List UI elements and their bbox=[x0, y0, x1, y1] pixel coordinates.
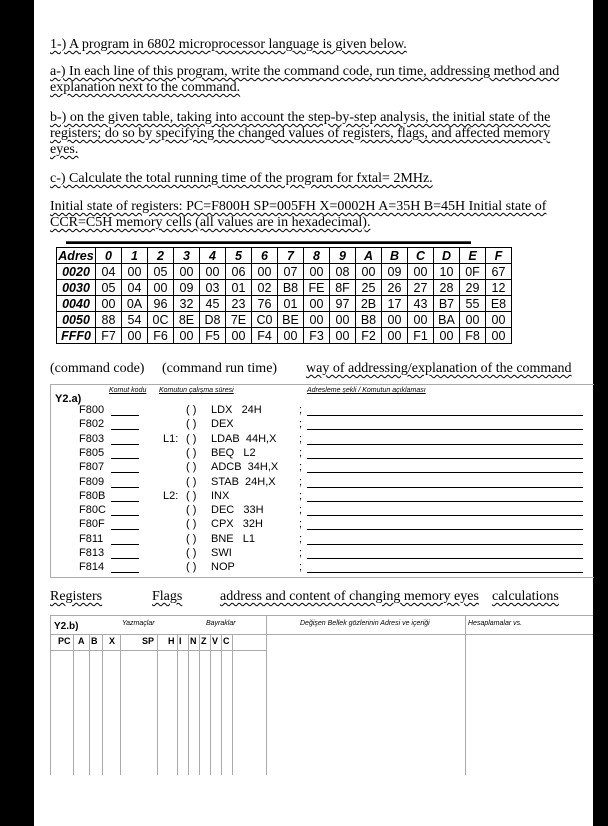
memory-col-header: 9 bbox=[330, 248, 356, 264]
memory-cell: BE bbox=[278, 312, 304, 328]
caption-memory: Değişen Bellek gözlerinin Adresi ve içeriği bbox=[300, 620, 430, 627]
memory-cell: 23 bbox=[226, 296, 252, 312]
semicolon: ; bbox=[299, 461, 303, 474]
memory-row bbox=[57, 296, 512, 312]
caption-command-code: Komut kodu bbox=[109, 387, 147, 394]
memory-cell: 07 bbox=[278, 264, 304, 280]
line-address: F800 bbox=[79, 404, 105, 416]
memory-cell: 55 bbox=[460, 296, 486, 312]
memory-cell: 08 bbox=[330, 264, 356, 280]
header-calculations: calculations bbox=[492, 589, 559, 604]
line-address: F80F bbox=[79, 518, 105, 531]
header-changed-memory: address and content of changing memory eyes bbox=[220, 589, 479, 604]
question-part-b: b-) on the given table, taking into account the step-by-step analysis, the initial state of the registers; do so by specifying the changed values of registers, flags, and affected memory eyes. bbox=[50, 110, 551, 157]
memory-cell: 00 bbox=[278, 328, 304, 344]
program-line bbox=[51, 433, 591, 447]
explanation-blank[interactable] bbox=[307, 415, 583, 416]
command-code-blank[interactable] bbox=[111, 572, 139, 573]
flag-column-v: V bbox=[212, 636, 219, 646]
memory-cell: 00 bbox=[252, 264, 278, 280]
memory-row bbox=[57, 312, 512, 328]
semicolon: ; bbox=[299, 518, 303, 531]
memory-cell: 00 bbox=[408, 312, 434, 328]
memory-cell: 00 bbox=[122, 328, 148, 344]
command-code-blank[interactable] bbox=[111, 515, 139, 516]
memory-cell: E8 bbox=[486, 296, 512, 312]
memory-col-header: E bbox=[460, 248, 486, 264]
explanation-blank[interactable] bbox=[307, 444, 583, 445]
semicolon: ; bbox=[299, 475, 303, 488]
instruction-text: ADCB 34H,X bbox=[211, 461, 279, 474]
memory-corner-cell: Adres bbox=[58, 248, 94, 263]
memory-cell: 96 bbox=[148, 296, 174, 312]
run-time-blank[interactable]: ( ) bbox=[186, 404, 197, 416]
line-label: L2: bbox=[163, 489, 179, 502]
explanation-blank[interactable] bbox=[307, 429, 583, 430]
memory-row bbox=[57, 280, 512, 296]
run-time-blank[interactable]: ( ) bbox=[186, 561, 197, 574]
flag-column-z: Z bbox=[201, 636, 207, 646]
memory-cell: 25 bbox=[356, 280, 382, 296]
instruction-text: LDX 24H bbox=[211, 404, 262, 416]
memory-cell: 7E bbox=[226, 312, 252, 328]
memory-col-header: F bbox=[486, 248, 512, 264]
explanation-blank[interactable] bbox=[307, 529, 583, 530]
explanation-blank[interactable] bbox=[307, 501, 583, 502]
register-column-a: A bbox=[78, 636, 85, 646]
memory-col-header: 2 bbox=[148, 248, 174, 264]
memory-row bbox=[57, 264, 512, 280]
memory-cell: 00 bbox=[486, 328, 512, 344]
program-line bbox=[51, 447, 591, 461]
instruction-text: STAB 24H,X bbox=[211, 475, 276, 488]
memory-cell: 67 bbox=[486, 264, 512, 280]
command-code-blank[interactable] bbox=[111, 429, 139, 430]
memory-cell: 00 bbox=[382, 312, 408, 328]
memory-cell: B7 bbox=[434, 296, 460, 312]
document-page bbox=[34, 0, 593, 826]
memory-cell: B8 bbox=[278, 280, 304, 296]
memory-col-header: 0 bbox=[96, 248, 122, 264]
memory-cell: 29 bbox=[460, 280, 486, 296]
memory-col-header: 5 bbox=[226, 248, 252, 264]
memory-cell: 04 bbox=[96, 264, 122, 280]
memory-cell: 10 bbox=[434, 264, 460, 280]
memory-col-header: 3 bbox=[174, 248, 200, 264]
memory-cell: 00 bbox=[304, 296, 330, 312]
instruction-text: CPX 32H bbox=[211, 518, 263, 531]
explanation-blank[interactable] bbox=[307, 515, 583, 516]
header-flags: Flags bbox=[152, 589, 183, 604]
memory-row-address: 0050 bbox=[57, 312, 96, 328]
flag-column-n: N bbox=[190, 636, 197, 646]
run-time-blank[interactable]: ( ) bbox=[186, 461, 197, 474]
question-part-a: a-) In each line of this program, write the command code, run time, addressing method and explanation next to the command. bbox=[50, 64, 560, 95]
memory-cell: F3 bbox=[304, 328, 330, 344]
program-line bbox=[51, 490, 591, 504]
memory-row-address: 0030 bbox=[57, 280, 96, 296]
run-time-blank[interactable]: ( ) bbox=[186, 532, 197, 545]
semicolon: ; bbox=[299, 446, 303, 459]
explanation-blank[interactable] bbox=[307, 458, 583, 459]
caption-registers: Yazmaçlar bbox=[122, 620, 155, 627]
memory-cell: 01 bbox=[278, 296, 304, 312]
memory-cell: 00 bbox=[382, 328, 408, 344]
memory-row-address: 0040 bbox=[57, 296, 96, 312]
instruction-text: DEX bbox=[211, 418, 234, 431]
memory-row-address: FFF0 bbox=[57, 328, 96, 344]
command-code-blank[interactable] bbox=[111, 415, 139, 416]
memory-cell: 00 bbox=[408, 264, 434, 280]
instruction-text: BNE L1 bbox=[211, 532, 256, 545]
instruction-text: NOP bbox=[211, 561, 235, 574]
memory-cell: F4 bbox=[252, 328, 278, 344]
form-b-label: Y2.b) bbox=[54, 621, 79, 632]
memory-cell: 8E bbox=[174, 312, 200, 328]
memory-cell: 00 bbox=[148, 280, 174, 296]
memory-row bbox=[57, 328, 512, 344]
memory-cell: F7 bbox=[96, 328, 122, 344]
memory-cell: 17 bbox=[382, 296, 408, 312]
line-address: F813 bbox=[79, 547, 105, 559]
run-time-blank[interactable]: ( ) bbox=[186, 418, 197, 431]
memory-cell: 0A bbox=[122, 296, 148, 312]
command-code-blank[interactable] bbox=[111, 501, 139, 502]
program-line bbox=[51, 476, 591, 490]
memory-cell: 28 bbox=[434, 280, 460, 296]
memory-cell: 00 bbox=[304, 312, 330, 328]
program-line bbox=[51, 518, 591, 532]
memory-cell: 97 bbox=[330, 296, 356, 312]
memory-cell: 00 bbox=[200, 264, 226, 280]
command-code-blank[interactable] bbox=[111, 558, 139, 559]
memory-col-header: C bbox=[408, 248, 434, 264]
line-address: F807 bbox=[79, 461, 105, 474]
memory-cell: 32 bbox=[174, 296, 200, 312]
memory-cell: 0F bbox=[460, 264, 486, 280]
memory-col-header: 6 bbox=[252, 248, 278, 264]
memory-cell: 27 bbox=[408, 280, 434, 296]
memory-cell: 00 bbox=[356, 264, 382, 280]
semicolon: ; bbox=[299, 404, 303, 416]
flag-column-i: I bbox=[179, 636, 182, 646]
memory-cell: 8F bbox=[330, 280, 356, 296]
line-address: F805 bbox=[79, 446, 105, 459]
memory-cell: 09 bbox=[174, 280, 200, 296]
header-command-time: (command run time) bbox=[162, 361, 278, 376]
memory-cell: 02 bbox=[252, 280, 278, 296]
line-label: L1: bbox=[163, 432, 179, 445]
header-command-code: (command code) bbox=[50, 361, 145, 376]
line-address: F80C bbox=[79, 504, 106, 517]
memory-cell: 76 bbox=[252, 296, 278, 312]
initial-state-text: Initial state of registers: PC=F800H SP=005FH X=0002H A=35H B=45H Initial state of CCR=C5H memory cells (all values are in hexadecimal). bbox=[50, 199, 547, 230]
semicolon: ; bbox=[299, 547, 303, 559]
memory-cell: 00 bbox=[460, 312, 486, 328]
form-a-label: Y2.a) bbox=[55, 393, 82, 405]
memory-cell: 00 bbox=[174, 328, 200, 344]
run-time-blank[interactable]: ( ) bbox=[186, 432, 197, 445]
memory-cell: F1 bbox=[408, 328, 434, 344]
memory-cell: 03 bbox=[200, 280, 226, 296]
program-line bbox=[51, 561, 591, 575]
run-time-blank[interactable]: ( ) bbox=[186, 446, 197, 459]
run-time-blank[interactable]: ( ) bbox=[186, 504, 197, 517]
memory-cell: 00 bbox=[486, 312, 512, 328]
question-part-c: c-) Calculate the total running time of the program for fxtal= 2MHz. bbox=[50, 171, 433, 186]
register-column-b: B bbox=[91, 636, 98, 646]
memory-cell: C0 bbox=[252, 312, 278, 328]
semicolon: ; bbox=[299, 532, 303, 545]
explanation-blank[interactable] bbox=[307, 487, 583, 488]
memory-cell: 12 bbox=[486, 280, 512, 296]
program-line bbox=[51, 504, 591, 518]
memory-cell: 26 bbox=[382, 280, 408, 296]
memory-col-header: D bbox=[434, 248, 460, 264]
memory-cell: 04 bbox=[122, 280, 148, 296]
memory-cell: D8 bbox=[200, 312, 226, 328]
semicolon: ; bbox=[299, 504, 303, 517]
instruction-text: INX bbox=[211, 489, 230, 502]
register-column-pc: PC bbox=[58, 636, 71, 646]
memory-cell: 05 bbox=[148, 264, 174, 280]
line-address: F802 bbox=[79, 418, 105, 431]
program-line bbox=[51, 461, 591, 475]
caption-calculations: Hesaplamalar vs. bbox=[468, 620, 523, 627]
line-address: F803 bbox=[79, 432, 105, 445]
memory-cell: 09 bbox=[382, 264, 408, 280]
instruction-text: BEQ L2 bbox=[211, 446, 256, 459]
semicolon: ; bbox=[299, 418, 303, 431]
memory-cell: 01 bbox=[226, 280, 252, 296]
memory-cell: F6 bbox=[148, 328, 174, 344]
memory-row-address: 0020 bbox=[57, 264, 96, 280]
memory-cell: 00 bbox=[434, 328, 460, 344]
memory-cell: F2 bbox=[356, 328, 382, 344]
program-line bbox=[51, 533, 591, 547]
command-code-blank[interactable] bbox=[111, 529, 139, 530]
memory-cell: 43 bbox=[408, 296, 434, 312]
instruction-text: LDAB 44H,X bbox=[211, 432, 277, 445]
memory-col-header: A bbox=[356, 248, 382, 264]
explanation-blank[interactable] bbox=[307, 558, 583, 559]
register-trace-table bbox=[50, 615, 593, 775]
memory-cell: 2B bbox=[356, 296, 382, 312]
memory-cell: 00 bbox=[226, 328, 252, 344]
memory-col-header: 8 bbox=[304, 248, 330, 264]
line-address: F809 bbox=[79, 475, 105, 488]
memory-cell: 06 bbox=[226, 264, 252, 280]
memory-cell: 05 bbox=[96, 280, 122, 296]
flag-column-h: H bbox=[168, 636, 175, 646]
cropped-caption: ▬▬▬▬▬▬▬▬▬▬▬▬▬▬▬▬▬▬▬▬▬▬▬▬▬▬▬▬▬▬▬▬▬▬▬▬▬▬▬▬▬▬▬▬▬ bbox=[66, 238, 471, 246]
memory-cell: 00 bbox=[330, 328, 356, 344]
register-column-sp: SP bbox=[142, 636, 155, 646]
instruction-text: SWI bbox=[211, 547, 232, 559]
memory-cell: 00 bbox=[122, 264, 148, 280]
question-title: 1-) A program in 6802 microprocessor language is given below. bbox=[50, 37, 407, 52]
run-time-blank[interactable]: ( ) bbox=[186, 547, 197, 559]
explanation-blank[interactable] bbox=[307, 572, 583, 573]
command-code-blank[interactable] bbox=[111, 487, 139, 488]
memory-header-row bbox=[57, 248, 512, 264]
memory-cell: F8 bbox=[460, 328, 486, 344]
memory-cell: FE bbox=[304, 280, 330, 296]
semicolon: ; bbox=[299, 561, 303, 574]
memory-col-header: 4 bbox=[200, 248, 226, 264]
caption-run-time: Komutun çalışma süresi bbox=[159, 387, 234, 394]
program-line bbox=[51, 404, 591, 418]
register-column-x: X bbox=[109, 636, 116, 646]
memory-table bbox=[56, 247, 512, 344]
line-address: F80B bbox=[79, 489, 106, 502]
explanation-blank[interactable] bbox=[307, 472, 583, 473]
line-address: F811 bbox=[79, 532, 104, 545]
memory-cell: BA bbox=[434, 312, 460, 328]
memory-cell: 54 bbox=[122, 312, 148, 328]
caption-flags: Bayraklar bbox=[206, 620, 236, 627]
header-addressing: way of addressing/explanation of the command bbox=[306, 361, 572, 376]
run-time-blank[interactable]: ( ) bbox=[186, 489, 197, 502]
program-answer-form bbox=[50, 384, 594, 578]
caption-explanation: Adresleme şekli / Komutun açıklaması bbox=[307, 387, 426, 394]
memory-cell: 00 bbox=[174, 264, 200, 280]
memory-cell: 00 bbox=[330, 312, 356, 328]
flag-column-c: C bbox=[223, 636, 230, 646]
memory-table-container bbox=[52, 238, 581, 346]
memory-cell: 88 bbox=[96, 312, 122, 328]
command-code-blank[interactable] bbox=[111, 458, 139, 459]
memory-cell: 00 bbox=[304, 264, 330, 280]
command-code-blank[interactable] bbox=[111, 544, 139, 545]
command-code-blank[interactable] bbox=[111, 472, 139, 473]
line-address: F814 bbox=[79, 561, 105, 574]
program-line bbox=[51, 547, 591, 561]
memory-col-header: 1 bbox=[122, 248, 148, 264]
header-registers: Registers bbox=[50, 589, 103, 604]
memory-cell: 0C bbox=[148, 312, 174, 328]
memory-cell: 45 bbox=[200, 296, 226, 312]
memory-cell: B8 bbox=[356, 312, 382, 328]
program-line bbox=[51, 418, 591, 432]
explanation-blank[interactable] bbox=[307, 544, 583, 545]
run-time-blank[interactable]: ( ) bbox=[186, 518, 197, 531]
memory-cell: 00 bbox=[96, 296, 122, 312]
command-code-blank[interactable] bbox=[111, 444, 139, 445]
run-time-blank[interactable]: ( ) bbox=[186, 475, 197, 488]
memory-col-header: B bbox=[382, 248, 408, 264]
semicolon: ; bbox=[299, 432, 303, 445]
instruction-text: DEC 33H bbox=[211, 504, 264, 517]
memory-col-header: 7 bbox=[278, 248, 304, 264]
memory-cell: F5 bbox=[200, 328, 226, 344]
semicolon: ; bbox=[299, 489, 303, 502]
